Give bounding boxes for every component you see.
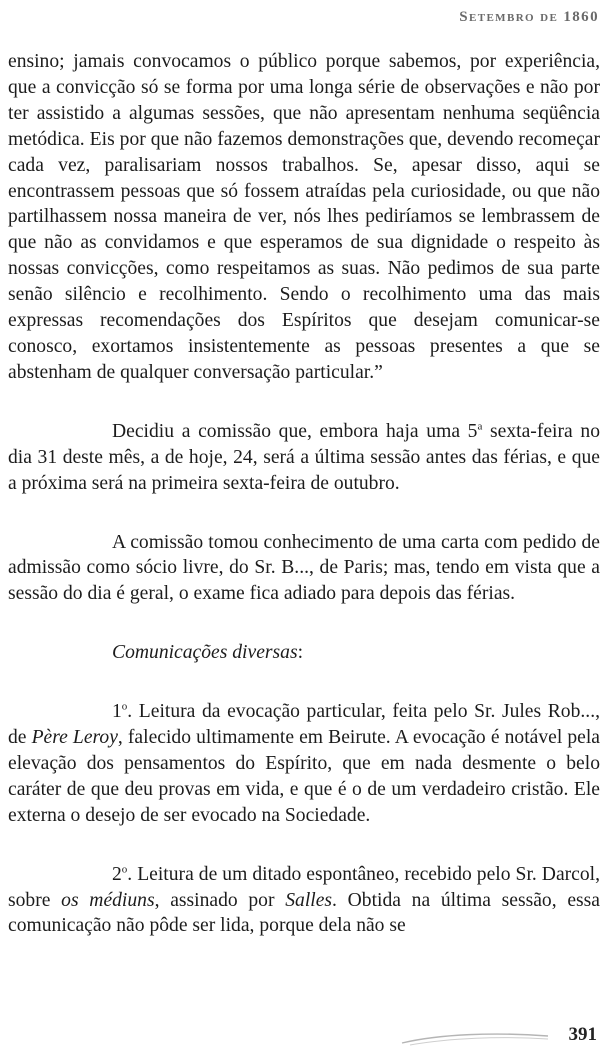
paragraph-commission-decision: [8, 419, 600, 497]
paragraph-continuation: ensino; jamais convocamos o público porque sabemos, por experiência, que a convicção só se forma por uma longa série de observações e não por ter assistido a algumas sessões, que não apresentam nenhuma seqüência metódica. Eis por que não fazemos demonstrações que, devendo recomeçar cada vez, paralisariam nossos trabalhos. Se, apesar disso, aqui se encontrassem pessoas que só fossem atraídas pela curiosidade, ou que não partilhassem nossa maneira de ver, nós lhes pediríamos se lembrassem de que não as convidamos e que esperamos de sua dignidade o respeito às nossas convicções, como respeitamos as suas. Não pedimos de sua parte senão silêncio e recolhimento. Sendo o recolhimento uma das mais expressas recomendações dos Espíritos que desejam comunicar-se conosco, exortamos insistentemente as pessoas presentes a que se abstenham de qualquer conversação particular.”: [8, 51, 600, 383]
superscript: o: [121, 700, 128, 713]
item-number: 1: [112, 701, 122, 723]
section-heading-colon: :: [297, 642, 304, 664]
text-segment: . Obtida na última sessão, essa comunicação não pôde ser lida, porque dela não se: [8, 889, 600, 937]
text-segment: sexta-feira no dia 31 deste mês, a de hoje, 24, será a última sessão antes das férias, e que a próxima será na primeira sexta-feira de outubro.: [8, 420, 600, 494]
text-segment: , falecido ultimamente em Beirute. A evocação é notável pela elevação dos pensamentos do Espírito, que em nada desmente o belo caráter de que deu provas em vida, e que é o de um verdadeiro cristão. Ele externa o desejo de ser evocado na Sociedade.: [8, 727, 600, 826]
section-heading-text: Comunicações diversas: [112, 642, 298, 664]
superscript: a: [477, 420, 483, 433]
text-segment: , assinado por: [154, 889, 286, 911]
body-text: [8, 49, 600, 939]
running-header: Setembro de 1860: [459, 9, 599, 25]
footer-decorative-swoosh: [400, 1030, 550, 1046]
superscript: o: [121, 863, 128, 876]
italic-name: Père Leroy: [31, 727, 118, 749]
item-number: 2: [112, 863, 122, 885]
text-segment: . Leitura da evocação particular, feita pelo Sr. Jules Rob..., de: [8, 701, 600, 749]
page-number: 391: [568, 1024, 597, 1045]
list-item-1: [8, 699, 600, 829]
section-heading: [8, 640, 600, 666]
list-item-2: [8, 862, 600, 940]
italic-topic: os médiuns: [61, 889, 155, 911]
text-segment: . Leitura de um ditado espontâneo, recebido pelo Sr. Darcol, sobre: [8, 863, 600, 911]
text-segment: Decidiu a comissão que, embora haja uma 5: [112, 420, 478, 442]
italic-author: Salles: [285, 889, 333, 911]
paragraph-admission-letter: A comissão tomou conhecimento de uma carta com pedido de admissão como sócio livre, do Sr. B..., de Paris; mas, tendo em vista que a sessão do dia é geral, o exame fica adiado para depois das férias.: [8, 531, 600, 605]
